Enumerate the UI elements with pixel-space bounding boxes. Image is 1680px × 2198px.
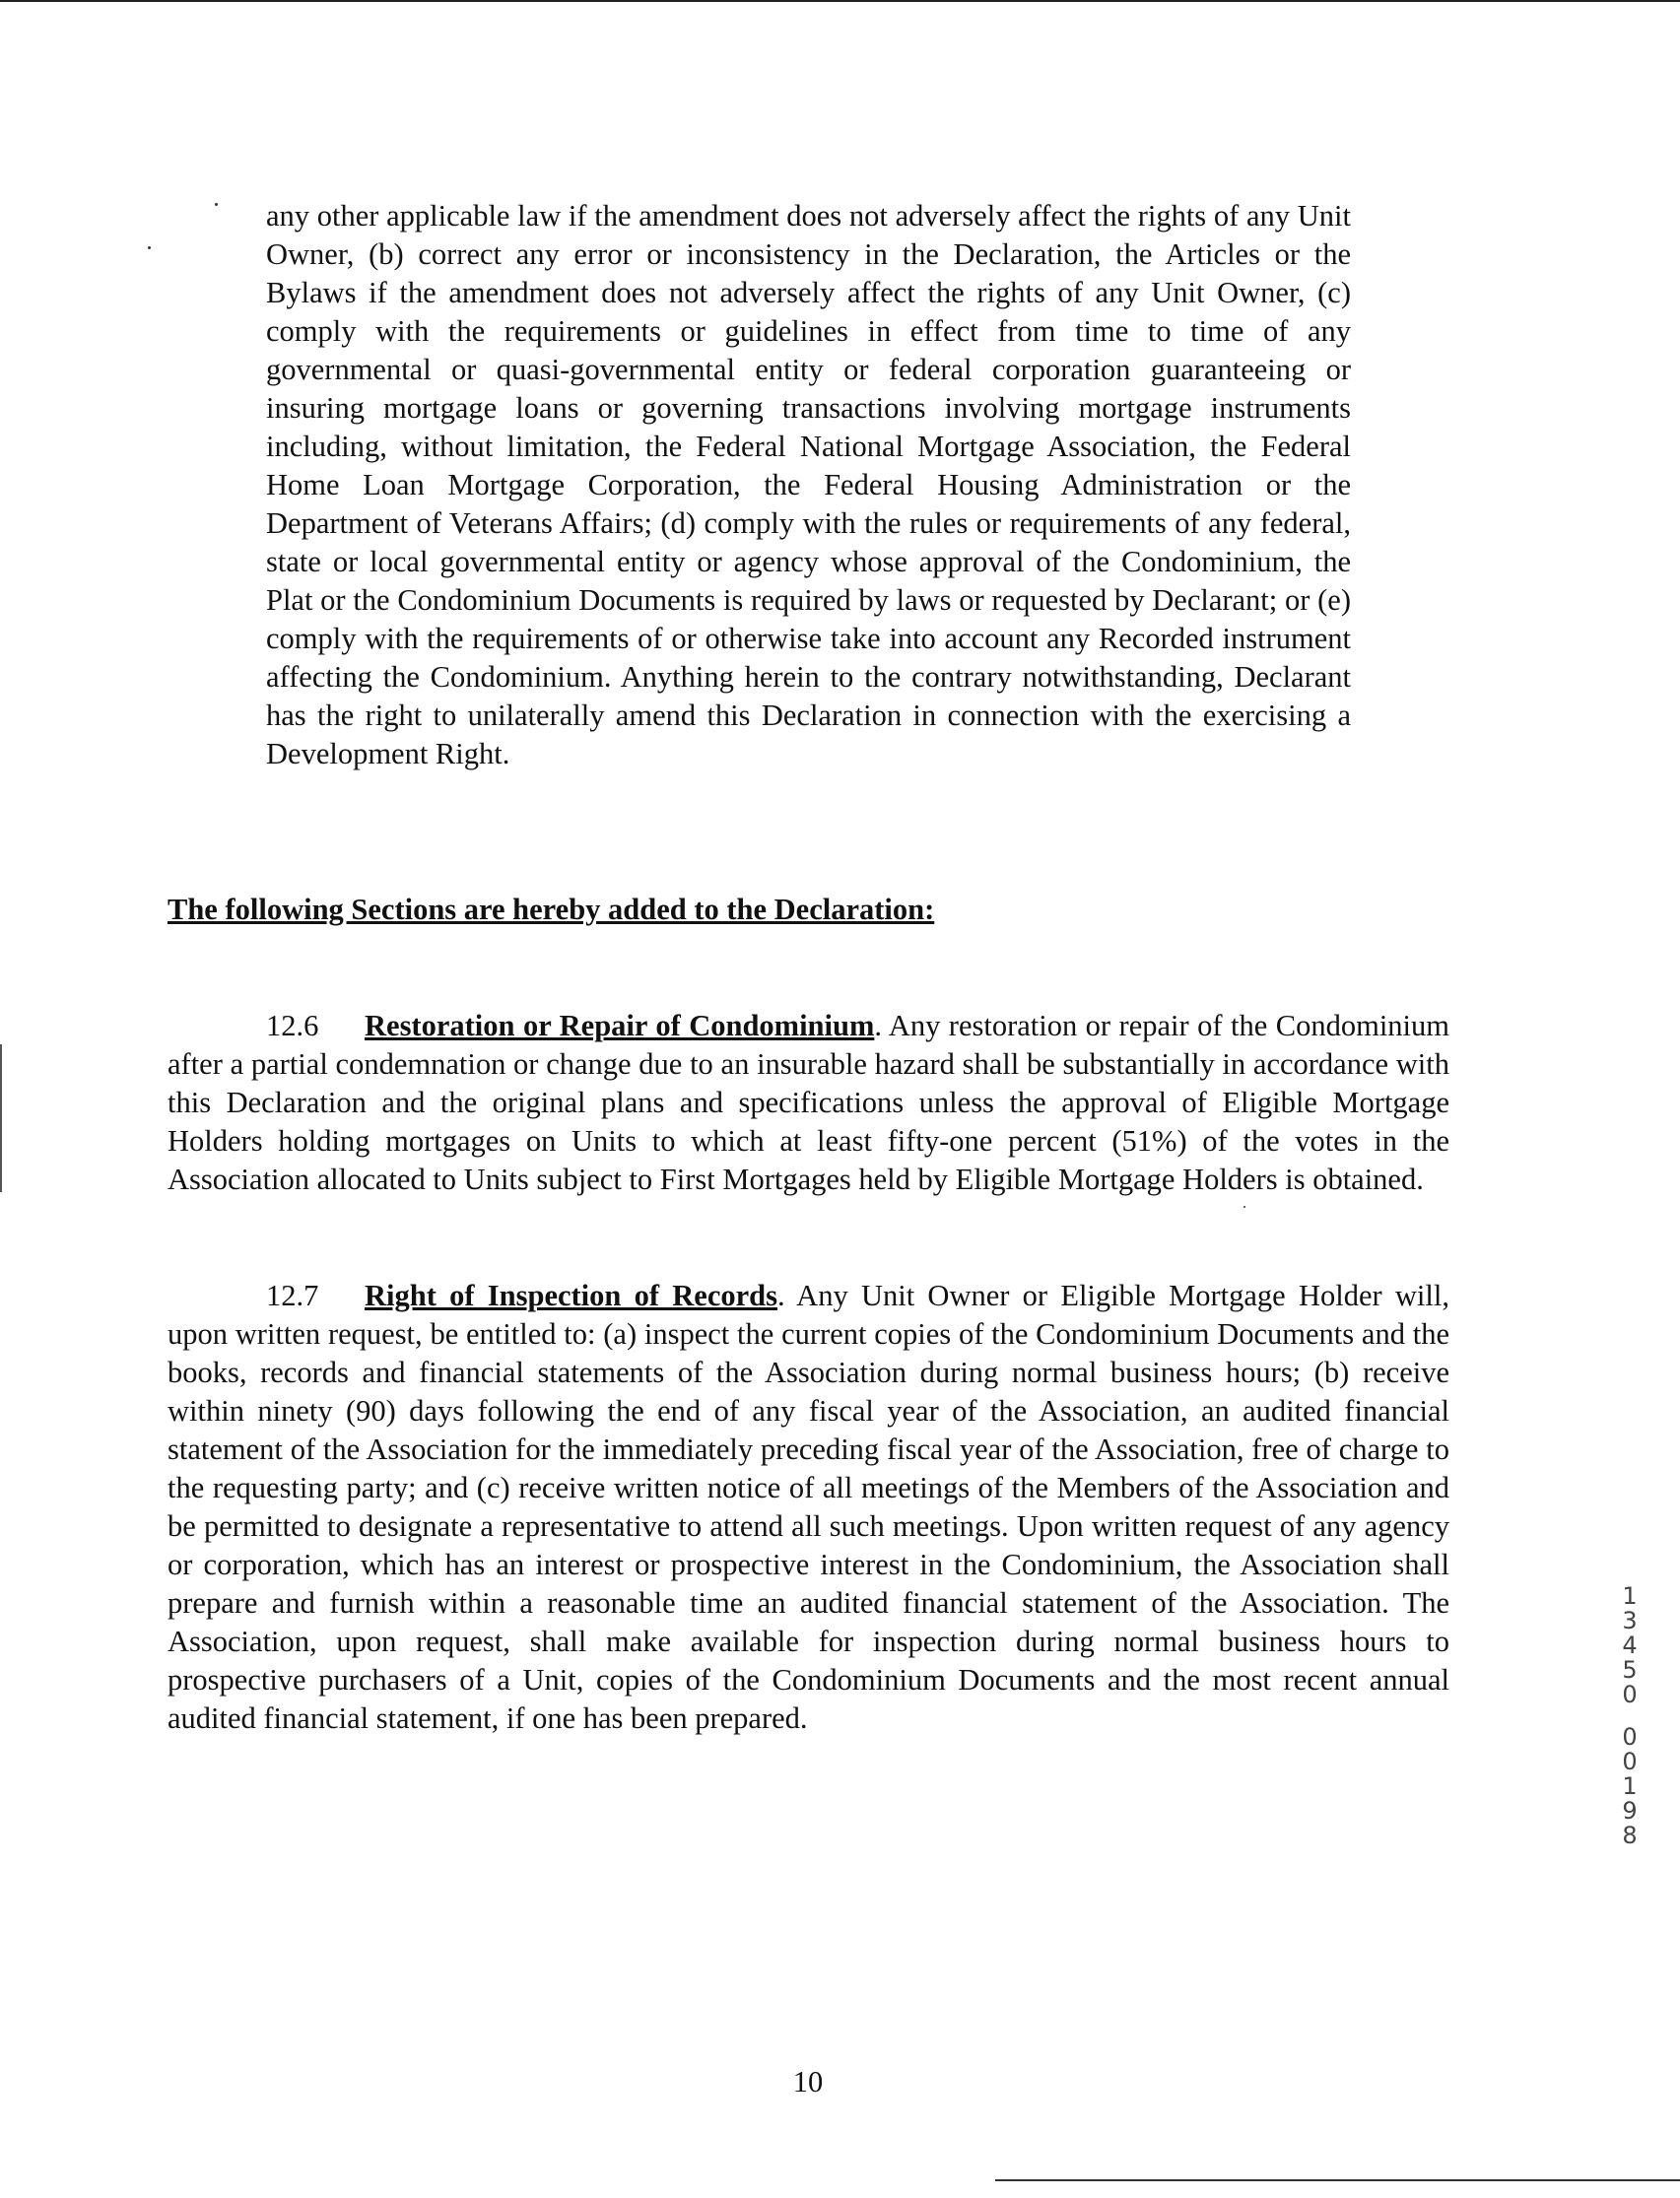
page-number: 10 bbox=[792, 2065, 824, 2098]
recording-stamp-digit: 1 bbox=[1622, 1582, 1638, 1610]
section-title: Right of Inspection of Records bbox=[365, 1279, 777, 1312]
recording-stamp-page bbox=[1612, 1725, 1647, 1848]
section-body: . Any Unit Owner or Eligible Mortgage Holder will, upon written request, be entitled to: (a) inspect the current copies of the Condominium Documents and the books, records and financial statements of the Association during normal business hours; (b) receive within ninety (90) days following the end of any fiscal year of the Association, an audited financial statement of the Association for the immediately preceding fiscal year of the Association, free of charge to the requesting party; and (c) receive written notice of all meetings of the Members of the Association and be permitted to designate a representative to attend all such meetings. Upon written request of any agency or corporation, which has an interest or prospective interest in the Condominium, the Association shall prepare and furnish within a reasonable time an audited financial statement of the Association. The Association, upon request, shall make available for inspection during normal business hours to prospective purchasers of a Unit, copies of the Condominium Documents and the most recent annual audited financial statement, if one has been prepared. bbox=[168, 1279, 1449, 1735]
scan-border-left bbox=[0, 1044, 2, 1192]
scan-speck bbox=[215, 203, 218, 206]
section-12-6 bbox=[168, 1007, 1449, 1199]
section-body: . Any restoration or repair of the Condominium after a partial condemnation or change due to an insurable hazard shall be substantially in accordance with this Declaration and the original plans and specifications unless the approval of Eligible Mortgage Holders holding mortgages on Units to which at least fifty-one percent (51%) of the votes in the Association allocated to Units subject to First Mortgages held by Eligible Mortgage Holders is obtained. bbox=[168, 1009, 1449, 1196]
recording-stamp-book bbox=[1612, 1584, 1647, 1707]
recording-stamp-digit: 0 bbox=[1622, 1723, 1638, 1751]
recording-stamp-digit: 4 bbox=[1622, 1632, 1638, 1659]
scan-speck bbox=[148, 246, 151, 249]
recording-stamp-digit: 5 bbox=[1622, 1656, 1638, 1684]
recording-stamp-digit: 9 bbox=[1622, 1797, 1638, 1825]
section-title: Restoration or Repair of Condominium bbox=[365, 1009, 875, 1042]
recording-stamp-digit: 8 bbox=[1622, 1822, 1638, 1849]
recording-stamp-digit: 0 bbox=[1622, 1681, 1638, 1708]
section-number: 12.7 bbox=[266, 1279, 319, 1312]
scan-border-bottom bbox=[995, 2179, 1680, 2181]
recording-stamp-digit: 3 bbox=[1622, 1607, 1638, 1634]
section-12-7 bbox=[168, 1277, 1449, 1738]
section-number: 12.6 bbox=[266, 1009, 319, 1042]
intro-paragraph: any other applicable law if the amendment does not adversely affect the rights of any Unit Owner, (b) correct any error or inconsistency in the Declaration, the Articles or the Bylaws if the amendment does not adversely affect the rights of any Unit Owner, (c) comply with the requirements or guidelines in effect from time to time of any governmental or quasi-governmental entity or federal corporation guaranteeing or insuring mortgage loans or governing transactions involving mortgage instruments including, without limitation, the Federal National Mortgage Association, the Federal Home Loan Mortgage Corporation, the Federal Housing Administration or the Department of Veterans Affairs; (d) comply with the rules or requirements of any federal, state or local governmental entity or agency whose approval of the Condominium, the Plat or the Condominium Documents is required by laws or requested by Declarant; or (e) comply with the requirements of or otherwise take into account any Recorded instrument affecting the Condominium. Anything herein to the contrary notwithstanding, Declarant has the right to unilaterally amend this Declaration in connection with the exercising a Development Right. bbox=[266, 199, 1351, 770]
recording-stamp-digit: 0 bbox=[1622, 1748, 1638, 1775]
recording-stamp bbox=[1612, 1584, 1647, 1866]
scan-speck bbox=[1243, 1206, 1245, 1208]
recording-stamp-digit: 1 bbox=[1622, 1772, 1638, 1800]
added-sections-heading: The following Sections are hereby added to the Declaration: bbox=[168, 893, 935, 926]
scan-border-top bbox=[0, 0, 1680, 2]
